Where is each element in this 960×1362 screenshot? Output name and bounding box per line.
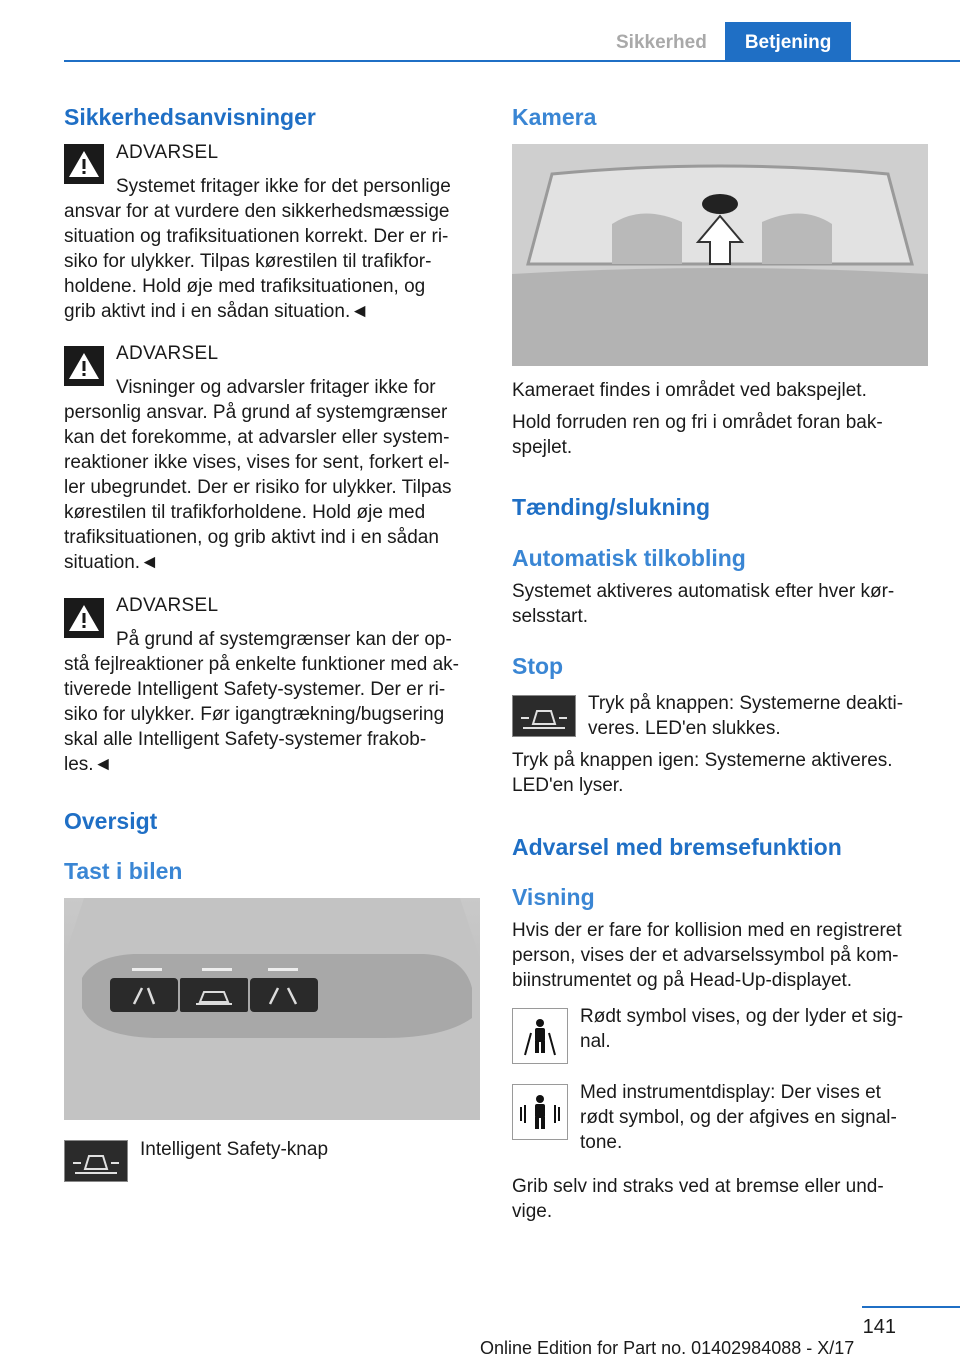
symbol2-text-line: tone. — [580, 1132, 623, 1153]
auto-text-line: Systemet aktiveres automatisk efter hver kør- — [512, 581, 895, 602]
stop-text-line: Tryk på knappen igen: Systemerne aktiveres. — [512, 750, 893, 771]
warning-text-line: situation.◄ — [64, 552, 159, 573]
warning-text-line: Visninger og advarsler fritager ikke for — [116, 377, 436, 398]
pedestrian-warning-icon — [512, 1008, 568, 1064]
display-text-line: person, vises der et advarselssymbol på kom- — [512, 945, 899, 966]
subtitle-display: Visning — [512, 884, 595, 910]
warning-text-line: skal alle Intelligent Safety-systemer frakob- — [64, 729, 427, 750]
footer-rule — [862, 1306, 960, 1308]
warning-text-line: trafiksituationen, og grib aktivt ind i en sådan — [64, 527, 439, 548]
subtitle-auto-activation: Automatisk tilkobling — [512, 545, 746, 571]
section-title-camera: Kamera — [512, 104, 597, 130]
camera-text-line: Kameraet findes i området ved bakspejlet. — [512, 380, 867, 401]
warning-text-line: holdene. Hold øje med trafiksituationen, og — [64, 276, 426, 297]
stop-icon-text-line: Tryk på knappen: Systemerne deakti- — [588, 693, 904, 714]
subtitle-stop: Stop — [512, 653, 564, 679]
subtitle-button-in-car: Tast i bilen — [64, 858, 183, 884]
symbol2-text-line: Med instrumentdisplay: Der vises et — [580, 1082, 881, 1103]
warning-text-line: kan det forekomme, at advarsler eller system- — [64, 427, 450, 448]
stop-text-line: LED'en lyser. — [512, 775, 624, 796]
tab-betjening[interactable]: Betjening — [725, 22, 852, 62]
display-text-line: biinstrumentet og på Head-Up-displayet. — [512, 970, 853, 991]
warning-text-line: les.◄ — [64, 754, 113, 775]
warning-text-line: ler ubegrundet. Der er risiko for ulykker. Tilpas — [64, 477, 452, 498]
warning-text-line: stå fejlreaktioner på enkelte funktioner med ak- — [64, 654, 459, 675]
warning-text-line: situation og trafiksituationen korrekt. Der er ri- — [64, 226, 449, 247]
page-number: 141 — [862, 1316, 896, 1338]
auto-text-line: selsstart. — [512, 606, 589, 627]
warning-text-line: På grund af systemgrænser kan der op- — [116, 629, 452, 650]
warning-text-line: siko for ulykker. Tilpas kørestilen til trafikfor- — [64, 251, 432, 272]
camera-text-line: spejlet. — [512, 437, 573, 458]
car-buttons-photo — [64, 898, 480, 1120]
warning-label: ADVARSEL — [116, 343, 219, 364]
warning-text-line: siko for ulykker. Før igangtrækning/bugsering — [64, 704, 445, 725]
symbol1-text-line: Rødt symbol vises, og der lyder et sig- — [580, 1006, 904, 1027]
symbol1-text-line: nal. — [580, 1031, 611, 1052]
section-title-brake-warning: Advarsel med bremsefunktion — [512, 834, 842, 860]
warning-text-line: tiverede Intelligent Safety-systemer. Der er ri- — [64, 679, 446, 700]
camera-text-line: Hold forruden ren og fri i området foran bak- — [512, 412, 883, 433]
pedestrian-sound-warning-icon — [512, 1084, 568, 1140]
warning-label: ADVARSEL — [116, 142, 219, 163]
header-rule — [64, 60, 960, 62]
warning-text-line: kørestilen til trafikforholdene. Hold øje med — [64, 502, 426, 523]
display-text-line: Hvis der er fare for kollision med en registreret — [512, 920, 902, 941]
section-title-safety: Sikkerhedsanvisninger — [64, 104, 316, 130]
warning-label: ADVARSEL — [116, 595, 219, 616]
intelligent-safety-button-icon — [512, 695, 576, 737]
warning-icon — [64, 346, 104, 386]
header-tabs — [598, 22, 851, 62]
warning-icon — [64, 144, 104, 184]
warning-text-line: Systemet fritager ikke for det personlige — [116, 176, 451, 197]
section-title-on-off: Tænding/slukning — [512, 494, 711, 520]
intelligent-safety-button-icon — [64, 1140, 128, 1182]
edition-note: Online Edition for Part no. 01402984088 - X/17 — [480, 1338, 855, 1358]
warning-icon — [64, 598, 104, 638]
warning-text-line: ansvar for at vurdere den sikkerhedsmæssige — [64, 201, 450, 222]
camera-photo — [512, 144, 928, 366]
warning-text-line: personlig ansvar. På grund af systemgrænser — [64, 402, 448, 423]
final-text-line: vige. — [512, 1201, 553, 1222]
warning-text-line: grib aktivt ind i en sådan situation.◄ — [64, 301, 370, 322]
warning-text-line: reaktioner ikke vises, vises for sent, forkert el- — [64, 452, 450, 473]
button-caption: Intelligent Safety-knap — [140, 1139, 329, 1160]
tab-sikkerhed[interactable]: Sikkerhed — [616, 32, 707, 53]
final-text-line: Grib selv ind straks ved at bremse eller und- — [512, 1176, 884, 1197]
stop-icon-text-line: veres. LED'en slukkes. — [588, 718, 781, 739]
symbol2-text-line: rødt symbol, og der afgives en signal- — [580, 1107, 897, 1128]
section-title-overview: Oversigt — [64, 808, 158, 834]
